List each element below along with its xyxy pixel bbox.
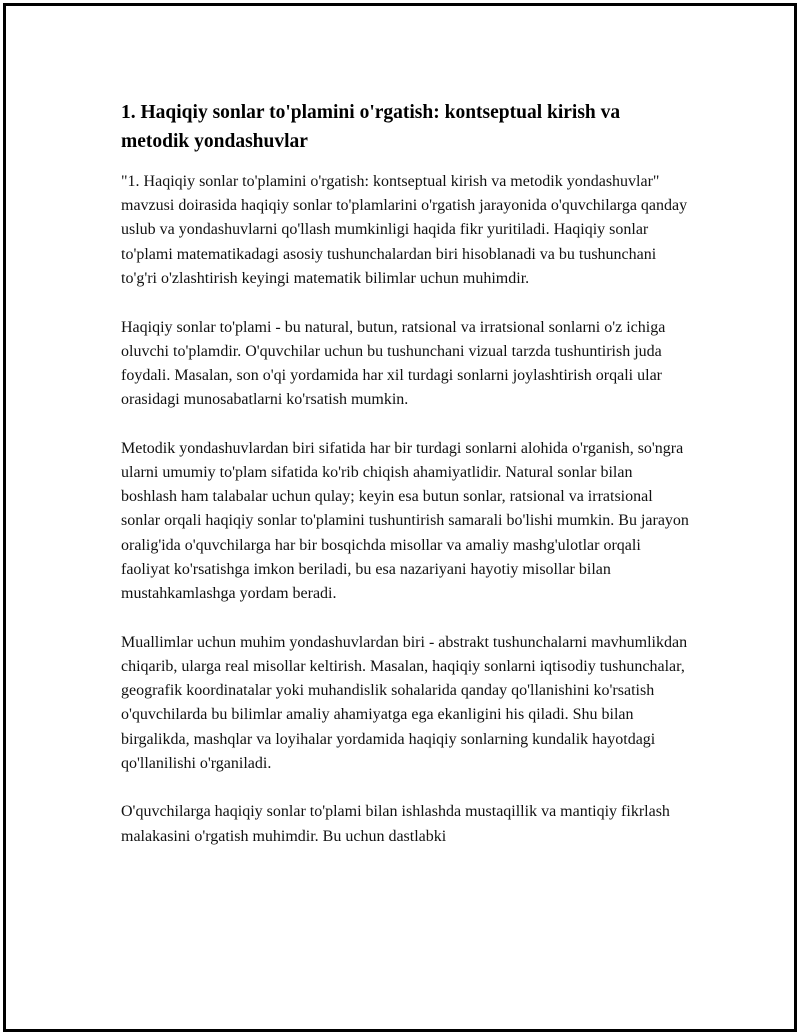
paragraph-5: O'quvchilarga haqiqiy sonlar to'plami bilan ishlashda mustaqillik va mantiqiy fikrlash malakasini o'rgatish muhimdir. Bu uchun dastlabki (121, 803, 670, 845)
paragraph-1: "1. Haqiqiy sonlar to'plamini o'rgatish: kontseptual kirish va metodik yondashuvlar" mavzusi doirasida haqiqiy sonlar to'plamlarini o'rgatish jarayonida o'quvchilarga qanday uslub va yondashuvlarni qo'llash mumkinligi haqida fikr yuritiladi. Haqiqiy sonlar to'plami matematikadagi asosiy tushunchalardan biri hisoblanadi va bu tushunchani to'g'ri o'zlashtirish keyingi matematik bilimlar uchun muhimdir. (121, 173, 688, 287)
paragraph-4: Muallimlar uchun muhim yondashuvlardan biri - abstrakt tushunchalarni mavhumlikdan chiqarib, ularga real misollar keltirish. Masalan, haqiqiy sonlarni iqtisodiy tushunchalar, geografik koordinatalar yoki muhandislik sohalarida qanday qo'llanishini ko'rsatish o'quvchilarda bu bilimlar amaliy ahamiyatga ega ekanligini his qiladi. Shu bilan birgalikda, mashqlar va loyihalar yordamida haqiqiy sonlarning kundalik hayotdagi qo'llanilishi o'rganiladi. (121, 633, 688, 772)
paragraph-2: Haqiqiy sonlar to'plami - bu natural, butun, ratsional va irratsional sonlarni o'z ichiga oluvchi to'plamdir. O'quvchilar uchun bu tushunchani vizual tarzda tushuntirish juda foydali. Masalan, son o'qi yordamida har xil turdagi sonlarni joylashtirish orqali ular orasidagi munosabatlarni ko'rsatish mumkin. (121, 318, 666, 409)
section-heading: 1. Haqiqiy sonlar to'plamini o'rgatish: kontseptual kirish va metodik yondashuvlar (121, 102, 621, 152)
document-page (3, 3, 797, 1032)
paragraph-3: Metodik yondashuvlardan biri sifatida har bir turdagi sonlarni alohida o'rganish, so'ngra ularni umumiy to'plam sifatida ko'rib chiqish ahamiyatlidir. Natural sonlar bilan boshlash ham talabalar uchun qulay; keyin esa butun sonlar, ratsional va irratsional sonlar orqali haqiqiy sonlar to'plamini tushuntirish samarali bo'lishi mumkin. Bu jarayon oralig'ida o'quvchilarga har bir bosqichda misollar va amaliy mashg'ulotlar orqali faoliyat ko'rsatishga imkon beriladi, bu esa nazariyani hayotiy misollar bilan mustahkamlashga yordam beradi. (121, 439, 689, 603)
document-body (121, 98, 691, 873)
